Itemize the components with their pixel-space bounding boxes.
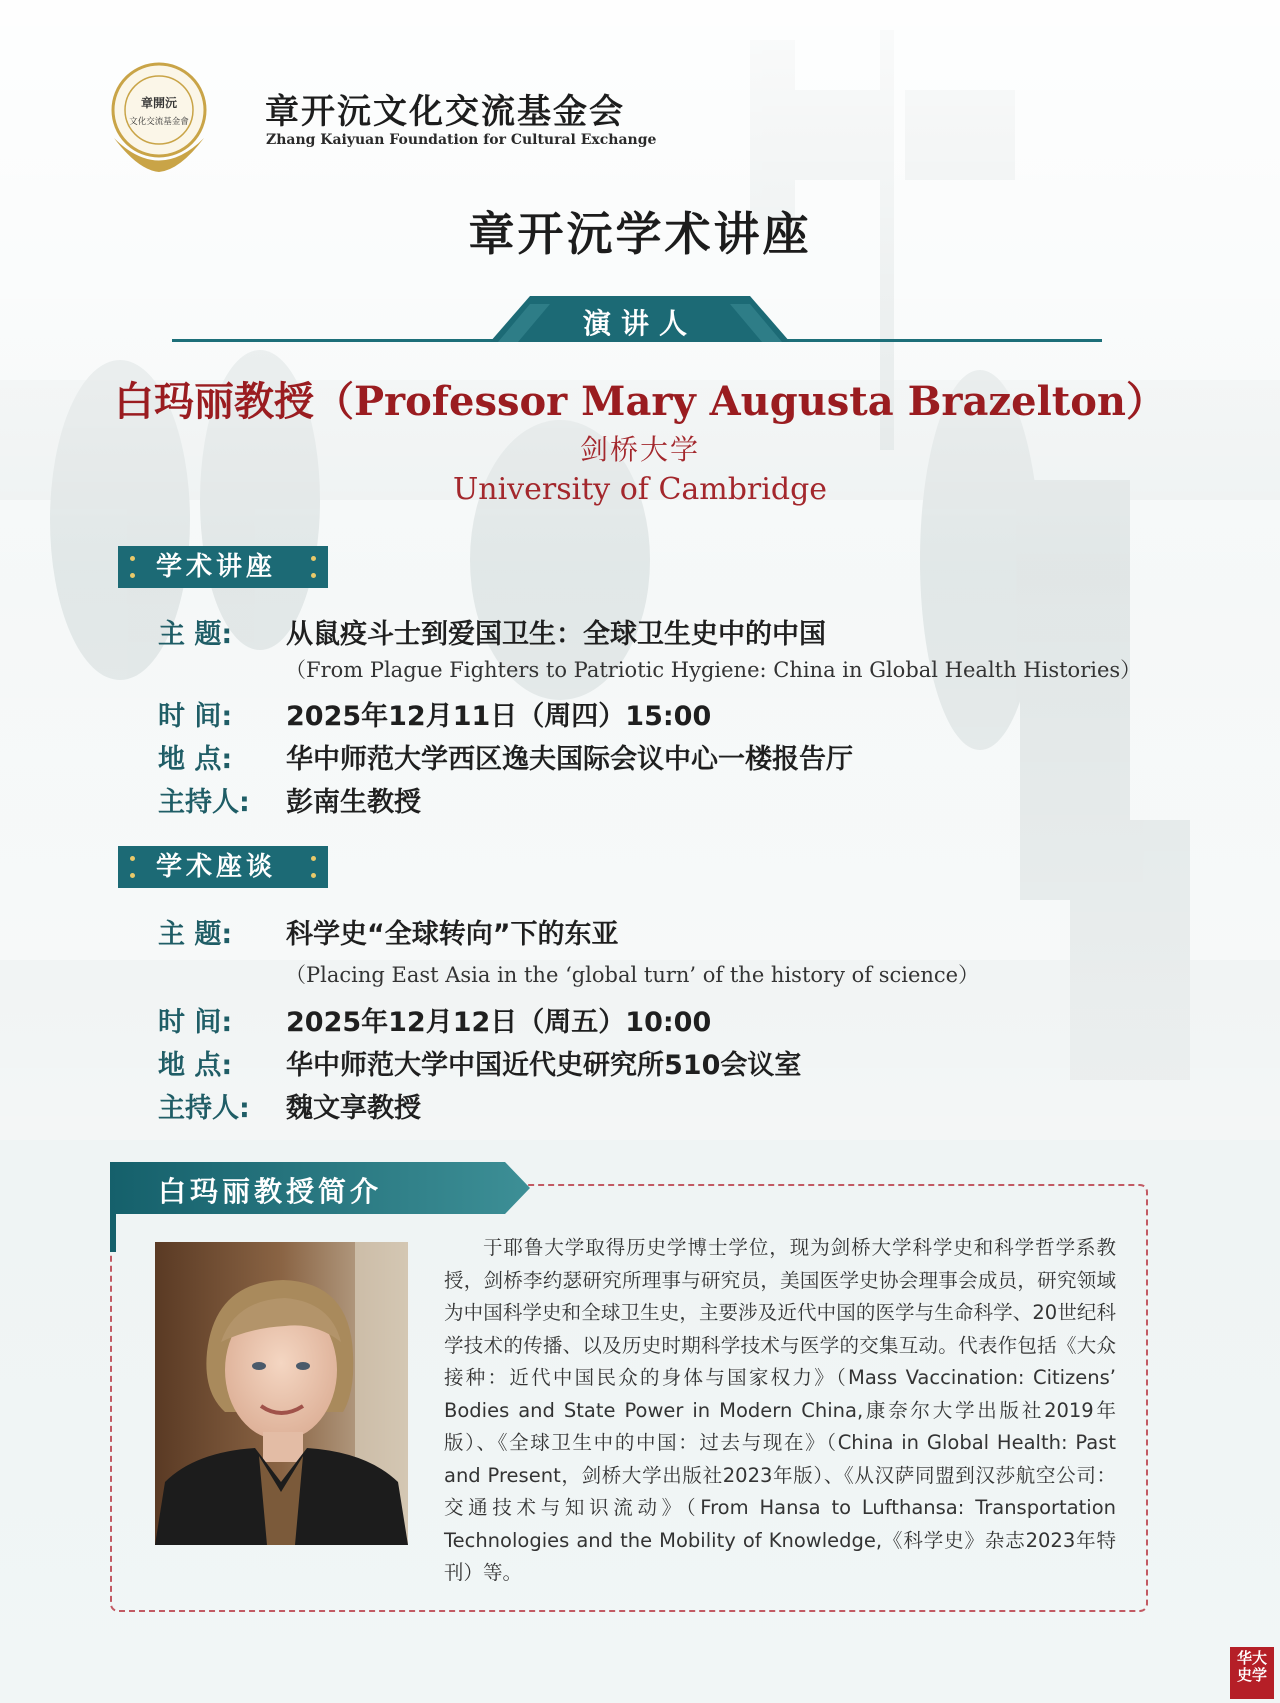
seal-text: 华大史学 xyxy=(1236,1649,1267,1684)
seminar-topic xyxy=(158,912,619,951)
speaker-portrait xyxy=(155,1242,408,1545)
host-value: 彭南生教授 xyxy=(286,787,421,818)
university-en: University of Cambridge xyxy=(452,472,828,507)
speaker-name: 白玛丽教授（Professor Mary Augusta Brazelton） xyxy=(113,378,1167,425)
seminar-time xyxy=(158,1000,711,1039)
org-name-en: Zhang Kaiyuan Foundation for Cultural Exchange xyxy=(266,132,657,148)
seminar-place xyxy=(158,1043,801,1082)
seminar-topic-en: （Placing East Asia in the ‘global turn’ of the history of science） xyxy=(285,963,980,987)
seminar-tag-label: 学术座谈 xyxy=(156,852,277,882)
time-label: 时 间: xyxy=(158,1007,233,1038)
topic-label: 主 题: xyxy=(158,619,233,650)
lecture-time xyxy=(158,694,711,733)
lecture-host xyxy=(158,780,421,819)
speaker-badge xyxy=(490,296,790,342)
lecture-tag-label: 学术讲座 xyxy=(156,552,277,582)
place-label: 地 点: xyxy=(158,744,233,775)
lecture-topic-en: （From Plague Fighters to Patriotic Hygiene: China in Global Health Histories） xyxy=(285,658,1142,682)
seminar-host xyxy=(158,1086,421,1125)
foundation-logo xyxy=(100,58,218,176)
host-label: 主持人: xyxy=(158,787,250,818)
time-value: 2025年12月12日（周五）10:00 xyxy=(286,1007,712,1038)
bio-text: 于耶鲁大学取得历史学博士学位，现为剑桥大学科学史和科学哲学系教授，剑桥李约瑟研究所理事与研究员，美国医学史协会理事会成员，研究领域为中国科学史和全球卫生史，主要涉及近代中国的医学与生命科学、20世纪科学技术的传播、以及历史时期科学技术与医学的交集互动。代表作包括《大众接种：近代中国民众的身体与国家权力》（Mass Vaccination: Citizens’ Bodies and State Power in Modern China,康奈尔大学出版社2019年版）、《全球卫生中的中国：过去与现在》（China in Global Health: Past and Present，剑桥大学出版社2023年版）、《从汉萨同盟到汉莎航空公司：交通技术与知识流动》（From Hansa to Lufthansa: Transportation Technologies and the Mobility of Knowledge,《科学史》杂志2023年特刊）等。 xyxy=(444,1236,1116,1584)
lecture-topic xyxy=(158,612,826,651)
bio-tag-label: 白玛丽教授简介 xyxy=(158,1175,383,1208)
topic-value: 从鼠疫斗士到爱国卫生：全球卫生史中的中国 xyxy=(286,619,826,650)
bio-tag xyxy=(110,1162,530,1214)
lecture-place xyxy=(158,737,853,776)
time-label: 时 间: xyxy=(158,701,233,732)
place-value: 华中师范大学西区逸夫国际会议中心一楼报告厅 xyxy=(286,744,853,775)
time-value: 2025年12月11日（周四）15:00 xyxy=(286,701,712,732)
topic-value: 科学史“全球转向”下的东亚 xyxy=(286,919,619,950)
lecture-tag xyxy=(118,546,328,588)
seal-stamp xyxy=(1230,1647,1274,1699)
svg-text:文化交流基金會: 文化交流基金會 xyxy=(129,117,189,127)
university-cn: 剑桥大学 xyxy=(579,433,700,466)
page-title: 章开沅学术讲座 xyxy=(468,207,812,261)
place-value: 华中师范大学中国近代史研究所510会议室 xyxy=(286,1050,802,1081)
org-name-cn: 章开沅文化交流基金会 xyxy=(265,92,625,132)
host-label: 主持人: xyxy=(158,1093,250,1124)
topic-label: 主 题: xyxy=(158,919,233,950)
host-value: 魏文享教授 xyxy=(286,1093,421,1124)
place-label: 地 点: xyxy=(158,1050,233,1081)
speaker-badge-label: 演讲人 xyxy=(582,307,697,340)
seminar-tag xyxy=(118,846,328,888)
svg-text:章開沅: 章開沅 xyxy=(140,96,178,110)
